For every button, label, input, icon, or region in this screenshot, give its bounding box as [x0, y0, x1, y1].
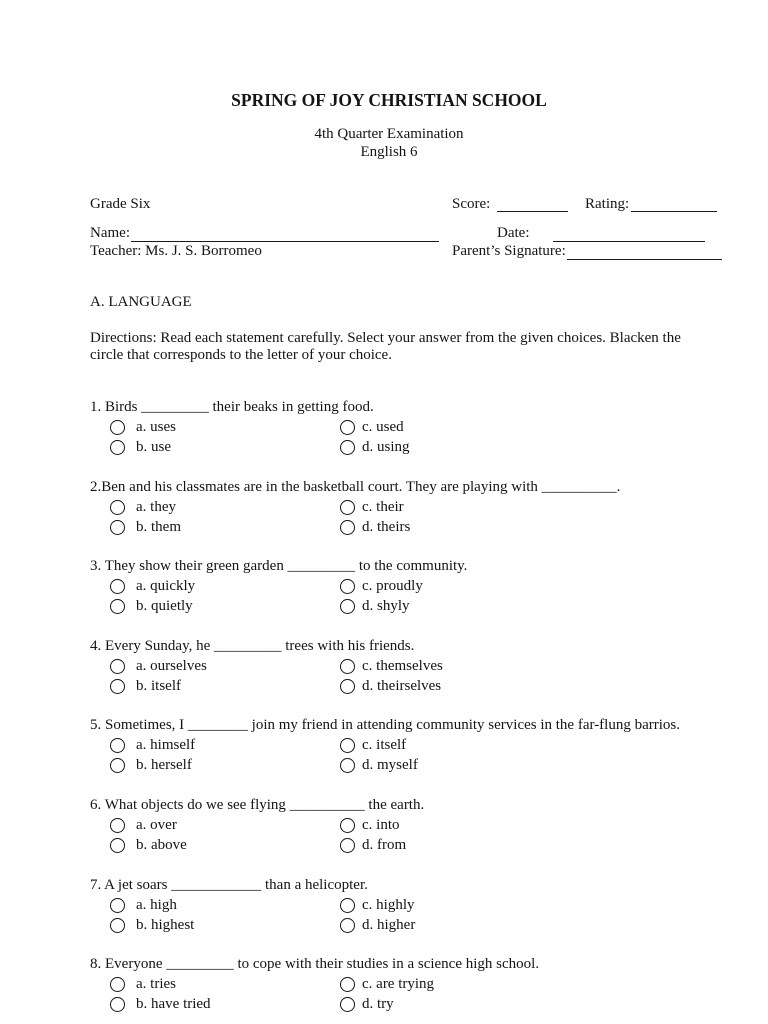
- answer-circle-icon: [340, 599, 355, 614]
- answer-circle-icon: [340, 898, 355, 913]
- option-label: c. proudly: [362, 578, 423, 595]
- option-label: b. herself: [136, 757, 192, 774]
- option-label: a. quickly: [136, 578, 196, 595]
- option-label: c. used: [362, 419, 404, 435]
- question-text: 8. Everyone _________ to cope with their studies in a science high school.: [90, 956, 540, 973]
- answer-circle-icon: [110, 599, 125, 614]
- answer-circle-icon: [110, 440, 125, 455]
- name-label: Name:: [90, 225, 130, 241]
- answer-circle-icon: [110, 738, 125, 753]
- score-label: Score:: [452, 196, 491, 212]
- answer-circle-icon: [340, 520, 355, 535]
- option-label: b. them: [136, 518, 181, 535]
- option-label: d. theirs: [362, 518, 411, 535]
- answer-circle-icon: [340, 818, 355, 833]
- answer-circle-icon: [110, 679, 125, 694]
- answer-circle-icon: [340, 679, 355, 694]
- option-label: d. myself: [362, 757, 418, 774]
- option-label: d. try: [362, 996, 394, 1013]
- question-4: [0, 637, 768, 695]
- question-6: [0, 796, 768, 854]
- option-label: a. ourselves: [136, 657, 207, 674]
- answer-circle-icon: [110, 500, 125, 515]
- question-8: [0, 955, 768, 1013]
- exam-title: 4th Quarter Examination: [314, 126, 464, 142]
- answer-circle-icon: [110, 659, 125, 674]
- date-label: Date:: [497, 225, 530, 241]
- option-label: d. theirselves: [362, 677, 442, 694]
- answer-circle-icon: [110, 818, 125, 833]
- option-label: c. are trying: [362, 976, 435, 993]
- answer-circle-icon: [340, 440, 355, 455]
- question-text: 7. A jet soars ____________ than a helicopter.: [90, 876, 368, 893]
- subject-title: English 6: [360, 144, 418, 160]
- question-text: 1. Birds _________ their beaks in getting food.: [90, 399, 374, 415]
- option-label: b. use: [136, 439, 171, 455]
- option-label: d. shyly: [362, 598, 410, 615]
- answer-circle-icon: [340, 738, 355, 753]
- section-title: A. LANGUAGE: [90, 294, 192, 310]
- answer-circle-icon: [340, 977, 355, 992]
- option-label: b. itself: [136, 677, 181, 694]
- option-label: a. himself: [136, 737, 196, 754]
- question-text: 4. Every Sunday, he _________ trees with his friends.: [90, 637, 415, 654]
- parent-signature-label: Parent’s Signature:: [452, 243, 566, 259]
- answer-circle-icon: [110, 838, 125, 853]
- answer-circle-icon: [340, 758, 355, 773]
- question-5: [0, 716, 768, 774]
- option-label: a. tries: [136, 976, 176, 993]
- option-label: c. itself: [362, 737, 407, 754]
- answer-circle-icon: [110, 420, 125, 435]
- option-label: a. high: [136, 896, 177, 913]
- question-7: [0, 876, 768, 934]
- question-3: [0, 557, 768, 615]
- rating-blank: [631, 211, 717, 212]
- directions-line-1: Directions: Read each statement carefully. Select your answer from the given choices. Blacken the: [90, 330, 681, 346]
- option-label: d. from: [362, 837, 407, 853]
- rating-label: Rating:: [585, 196, 630, 212]
- option-label: a. uses: [136, 419, 176, 435]
- question-text: 3. They show their green garden _________ to the community.: [90, 558, 468, 575]
- answer-circle-icon: [340, 659, 355, 674]
- option-label: b. above: [136, 837, 187, 853]
- question-1: [0, 398, 768, 456]
- answer-circle-icon: [340, 918, 355, 933]
- answer-circle-icon: [340, 579, 355, 594]
- option-label: c. themselves: [362, 657, 443, 674]
- parent-signature-blank: [567, 259, 722, 260]
- option-label: c. into: [362, 817, 400, 833]
- answer-circle-icon: [340, 420, 355, 435]
- date-blank: [553, 241, 705, 242]
- option-label: c. their: [362, 498, 404, 515]
- directions-line-2: circle that corresponds to the letter of your choice.: [90, 347, 392, 363]
- answer-circle-icon: [110, 918, 125, 933]
- question-text: 5. Sometimes, I ________ join my friend in attending community services in the far-flung barrios.: [90, 717, 681, 734]
- option-label: a. they: [136, 498, 176, 515]
- school-name: SPRING OF JOY CHRISTIAN SCHOOL: [231, 90, 547, 110]
- question-text: 6. What objects do we see flying __________ the earth.: [90, 797, 425, 813]
- answer-circle-icon: [340, 500, 355, 515]
- option-label: b. have tried: [136, 996, 211, 1013]
- answer-circle-icon: [110, 977, 125, 992]
- option-label: d. higher: [362, 916, 416, 933]
- answer-circle-icon: [340, 997, 355, 1012]
- answer-circle-icon: [110, 579, 125, 594]
- option-label: b. quietly: [136, 598, 193, 615]
- answer-circle-icon: [110, 520, 125, 535]
- option-label: b. highest: [136, 916, 195, 933]
- question-text: 2.Ben and his classmates are in the basketball court. They are playing with __________.: [90, 478, 621, 495]
- option-label: a. over: [136, 817, 177, 833]
- score-blank: [497, 211, 568, 212]
- option-label: d. using: [362, 439, 410, 455]
- teacher-label: Teacher: Ms. J. S. Borromeo: [90, 243, 262, 259]
- grade-label: Grade Six: [90, 196, 151, 212]
- answer-circle-icon: [110, 898, 125, 913]
- option-label: c. highly: [362, 896, 415, 913]
- question-2: [0, 478, 768, 536]
- answer-circle-icon: [110, 997, 125, 1012]
- answer-circle-icon: [110, 758, 125, 773]
- answer-circle-icon: [340, 838, 355, 853]
